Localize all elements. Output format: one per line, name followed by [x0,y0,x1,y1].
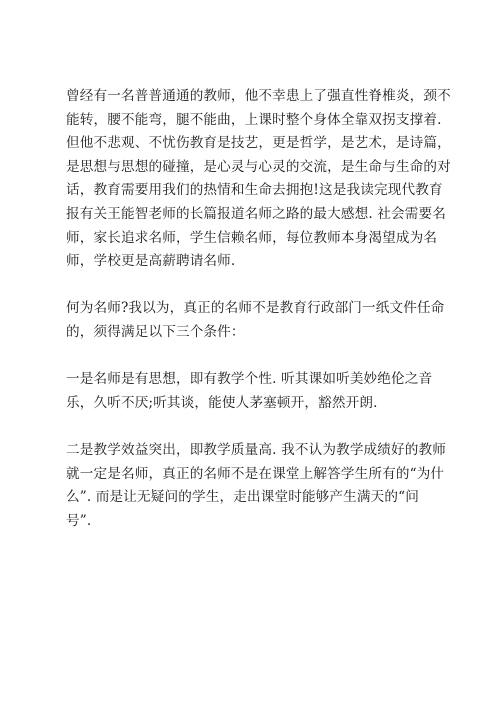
paragraph-condition-one [66,368,446,415]
paragraph-teacher-story [66,85,451,274]
document-page [66,85,451,533]
text-line: 何为名师?我以为，真正的名师不是教育行政部门一纸文件任命 [66,300,445,317]
text-line: 报有关王能智老师的长篇报道名师之路的最大感想. 社会需要名 [66,205,447,222]
text-line: 二是教学效益突出，即教学质量高. 我不认为教学成绩好的教师 [66,441,447,458]
text-line: 师，家长追求名师，学生信赖名师，每位教师本身渴望成为名 [66,229,438,246]
text-line: 师，学校更是高薪聘请名师. [66,253,236,270]
text-line: 的，须得满足以下三个条件： [66,323,245,340]
text-line: 就一定是名师，真正的名师不是在课堂上解答学生所有的“为什 [66,465,445,482]
text-line: 曾经有一名普普通通的教师，他不幸患上了强直性脊椎炎，颈不 [66,88,451,104]
text-line: 一是名师是有思想，即有教学个性. 听其课如听美妙绝伦之音 [66,371,433,388]
text-line: 号”. [66,512,92,529]
text-line: 能转，腰不能弯，腿不能曲，上课时整个身体全靠双拐支撑着. [66,111,442,128]
text-line: 是思想与思想的碰撞，是心灵与心灵的交流，是生命与生命的对 [66,158,451,175]
paragraph-condition-two [66,439,446,533]
text-line: 乐，久听不厌;听其谈，能使人茅塞顿开，豁然开朗. [66,394,378,411]
paragraph-what-is-master-teacher [66,297,446,344]
text-line: 但他不悲观、不忧伤教育是技艺，更是哲学，是艺术，是诗篇， [66,135,451,152]
text-line: 么”. 而是让无疑问的学生，走出课堂时能够产生满天的“问 [66,489,419,506]
text-line: 话，教育需要用我们的热情和生命去拥抱!这是我读完现代教育 [66,182,443,199]
